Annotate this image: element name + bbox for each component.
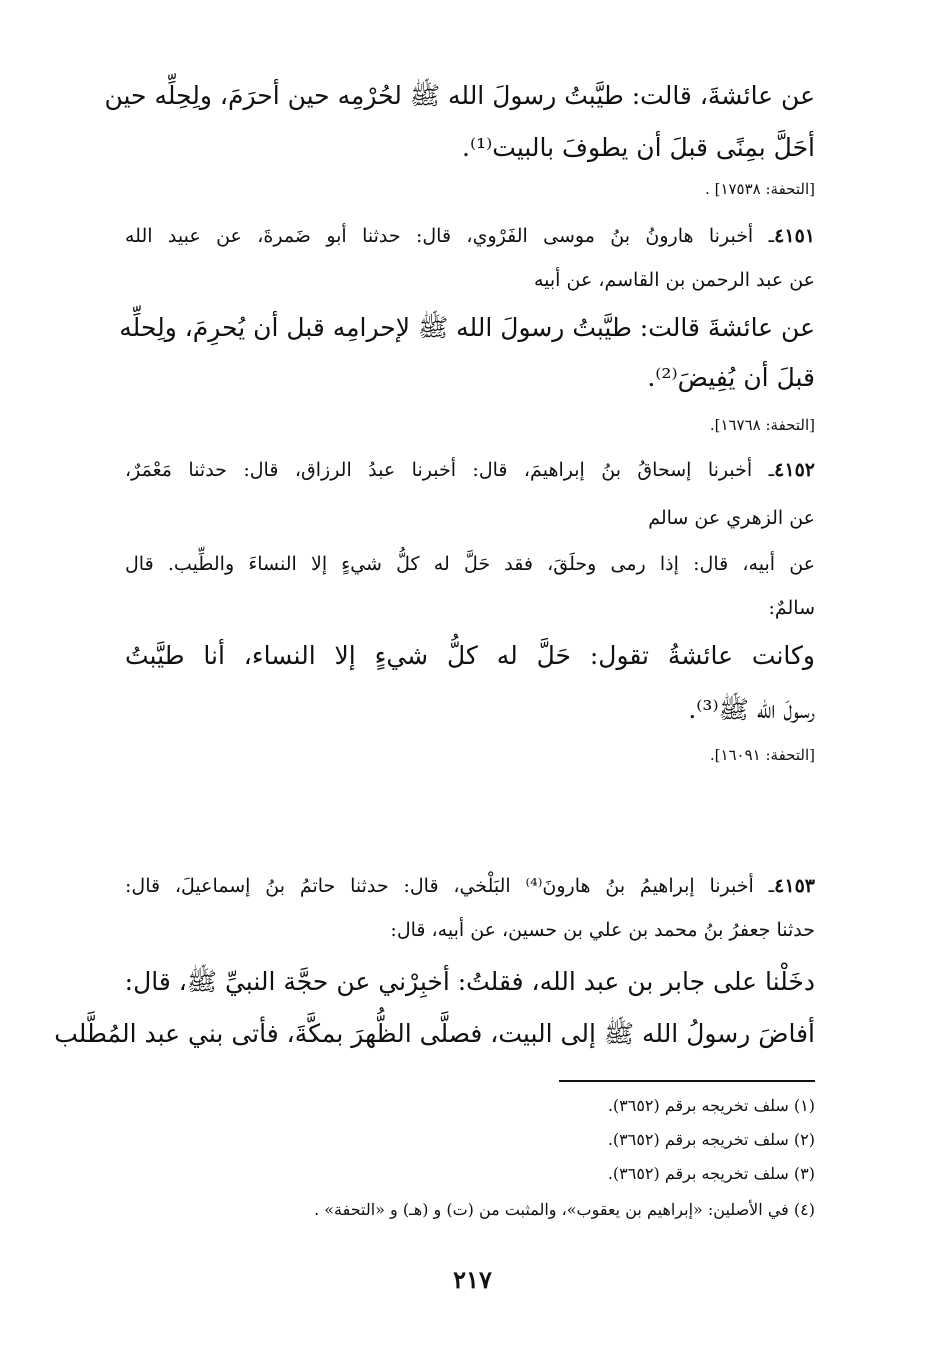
text-line: دخَلْنا على جابر بن عبد الله، فقلتُ: أخبِرْني عن حجَّة النبيِّ ﷺ، قال: [124, 967, 815, 996]
isnad-text: ـ أخبرنا هارونُ بنُ موسى الفَرْوي، قال: حدثنا أبو ضَمرةَ، عن عبيد الله [125, 225, 775, 247]
text-line: وكانت عائشةُ تقول: حَلَّ له كلُّ شيءٍ إلا النساء، أنا طيَّبتُ [125, 641, 815, 670]
text-line: عن الزهري عن سالم [648, 507, 815, 529]
page-number: ٢١٧ [453, 1265, 492, 1294]
text-line: حدثنا جعفرُ بنُ محمد بن علي بن حسين، عن أبيه، قال: [390, 919, 815, 941]
hadith-isnad-line [125, 218, 815, 254]
tuhfa-reference: [التحفة: ١٦٠٩١]. [709, 746, 815, 764]
hadith-number: ٤١٥١ [774, 225, 815, 247]
isnad-text: ـ أخبرنا إسحاقُ بنُ إبراهيمَ، قال: أخبرنا عبدُ الرزاق، قال: حدثنا مَعْمَرٌ، [125, 459, 775, 481]
tuhfa-reference: [التحفة: ١٧٥٣٨] . [705, 180, 815, 198]
isnad-text: ـ أخبرنا إبراهيمُ بنُ هارونَ⁽⁴⁾ البَلْخي، قال: حدثنا حاتمُ بنُ إسماعيلَ، قال: [125, 875, 775, 897]
text-line: أفاضَ رسولُ الله ﷺ إلى البيت، فصلَّى الظُّهرَ بمكَّةَ، فأتى بني عبد المُطَّلب [54, 1019, 815, 1048]
hadith-isnad-line [125, 868, 815, 904]
footnote: (٢) سلف تخريجه برقم (٣٦٥٢). [607, 1130, 815, 1149]
text-line: سالمٌ: [768, 597, 815, 619]
hadith-number: ٤١٥٣ [774, 875, 815, 897]
hadith-isnad-line [125, 452, 815, 488]
footnote: (٣) سلف تخريجه برقم (٣٦٥٢). [607, 1164, 815, 1183]
tuhfa-reference: [التحفة: ١٦٧٦٨]. [709, 416, 815, 434]
text-line: عن عائشةَ قالت: طيَّبتُ رسولَ الله ﷺ لإحرامِه قبل أن يُحرِمَ، ولِحلِّه [119, 313, 815, 342]
hadith-number: ٤١٥٢ [774, 459, 815, 481]
footnote: (٤) في الأصلين: «إبراهيم بن يعقوب»، والمثبت من (ت) و (هـ) و «التحفة» . [314, 1200, 815, 1219]
footnote: (١) سلف تخريجه برقم (٣٦٥٢). [607, 1096, 815, 1115]
text-line: رسولَ الله ﷺ⁽³⁾. [688, 695, 815, 724]
text-line: عن عائشةَ، قالت: طيَّبتُ رسولَ الله ﷺ لحُرْمِه حين أحرَمَ، ولِحِلِّه حين [104, 81, 815, 110]
text-line: عن أبيه، قال: إذا رمى وحلَقَ، فقد حَلَّ له كلُّ شيءٍ إلا النساءَ والطِّيب. قال [125, 553, 815, 575]
text-line: أحَلَّ بمِنًى قبلَ أن يطوفَ بالبيت⁽¹⁾. [462, 133, 815, 162]
text-line: عن عبد الرحمن بن القاسم، عن أبيه [533, 269, 815, 291]
text-line: قبلَ أن يُفِيضَ⁽²⁾. [647, 363, 815, 392]
footnote-separator [559, 1080, 815, 1082]
